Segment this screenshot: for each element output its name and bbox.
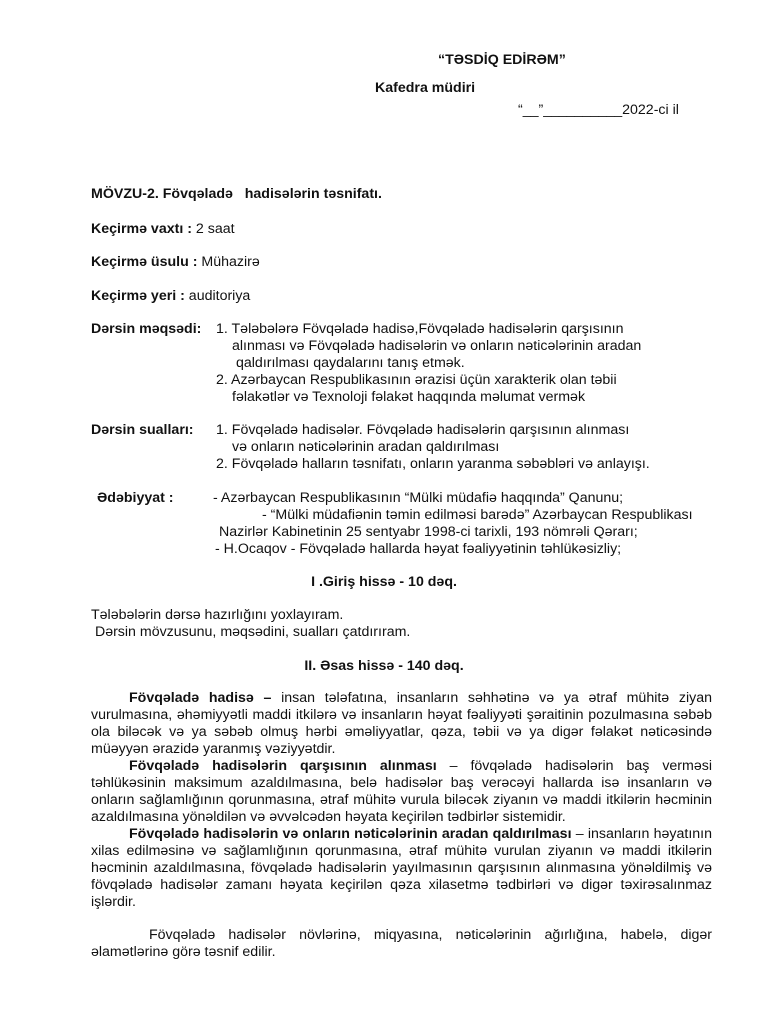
goal-label: Dərsin məqsədi: (91, 321, 202, 337)
question-line: 2. Fövqəladə halların təsnifatı, onların yaranma səbəbləri və anlayışı. (216, 456, 650, 472)
definition-text: insan tələfatına, insanların səhhətinə və ya ətraf mühitə ziyan vurulmasına, əhəmiyyətli maddi itkilərə və insanların həyat fəaliyyəti şəraitinin pozulmasına səbəb ola biləcək və ya səbəb olmuş hərbi əməliyyatlar, qəza, təbii və ya digər fəlakət nəticəsində müəyyən ərazidə yaranmış vəziyyətdir. (91, 690, 713, 757)
definition-paragraph (91, 690, 712, 758)
date-line: “__”__________2022-ci il (518, 102, 679, 118)
question-line: və onların nəticələrinin aradan qaldırılması (232, 439, 500, 455)
elimination-paragraph (91, 826, 712, 911)
place-label: Keçirmə yeri : (91, 288, 185, 304)
prevention-paragraph (91, 758, 712, 826)
goal-line: qaldırılması qaydalarını tanış etmək. (236, 355, 465, 371)
place-row (91, 288, 250, 305)
goal-line: fəlakətlər və Texnoloji fəlakət haqqında məlumat vermək (232, 389, 586, 405)
topic-label: MÖVZU-2. (91, 186, 159, 202)
literature-line: Nazirlər Kabinetinin 25 sentyabr 1998-ci tarixli, 193 nömrəli Qərarı; (219, 524, 638, 540)
topic-line (91, 186, 382, 203)
prevention-term: Fövqəladə hadisələrin qarşısının alınması (129, 758, 437, 774)
literature-label: Ədəbiyyat : (97, 490, 174, 506)
literature-line: - H.Ocaqov - Fövqəladə hallarda həyat fəaliyyətinin təhlükəsizliy; (215, 541, 622, 557)
goal-line: alınması və Fövqəladə hadisələrin və onların nəticələrinin aradan (232, 338, 642, 354)
literature-line: - Azərbaycan Respublikasının “Mülki müdafiə haqqında” Qanunu; (213, 490, 624, 506)
duration-row (91, 221, 235, 238)
duration-label: Keçirmə vaxtı : (91, 221, 192, 237)
department-head: Kafedra müdiri (375, 80, 476, 96)
question-line: 1. Fövqəladə hadisələr. Fövqəladə hadisələrin qarşısının alınması (216, 422, 630, 438)
goal-line: 1. Tələbələrə Fövqəladə hadisə,Fövqəladə hadisələrin qarşısının (216, 321, 624, 337)
goal-line: 2. Azərbaycan Respublikasının ərazisi üçün xarakterik olan təbii (216, 372, 617, 388)
elimination-term: Fövqəladə hadisələrin və onların nəticələrinin aradan qaldırılması (129, 826, 572, 842)
main-heading: II. Əsas hissə - 140 dəq. (304, 658, 464, 674)
intro-line: Dərsin mövzusunu, məqsədini, sualları çatdırıram. (91, 624, 411, 640)
duration-value: 2 saat (191, 221, 235, 237)
intro-heading: I .Giriş hissə - 10 dəq. (311, 574, 457, 590)
classification-paragraph: Fövqəladə hadisələr növlərinə, miqyasına, nəticələrinin ağırlığına, habelə, digər əlamətlərinə görə təsnif edilir. (91, 927, 712, 960)
topic-title: Fövqəladə hadisələrin təsnifatı. (162, 186, 382, 202)
method-row (91, 254, 260, 271)
questions-label: Dərsin sualları: (91, 422, 194, 438)
method-value: Mühazirə (197, 254, 260, 270)
prevention-text: – fövqəladə hadisələrin baş verməsi təhlükəsinin maksimum azaldılmasına, belə hadisələr baş verəcəyi hallarda isə insanların və onların sağlamlığının qorunmasına, ətraf mühitə vurula biləcək ziyanın və maddi itkilərin həcminin azaldılmasına yönəldilən və əvvəlcədən həyata keçirilən tədbirlər sistemidir. (91, 758, 712, 825)
approve-title: “TƏSDİQ EDİRƏM” (438, 52, 566, 68)
place-value: auditoriya (184, 288, 251, 304)
literature-line: - “Mülki müdafiənin təmin edilməsi barədə” Azərbaycan Respublikası (262, 507, 693, 523)
intro-line: Tələbələrin dərsə hazırlığını yoxlayıram. (91, 607, 344, 623)
elimination-text: – insanların həyatının xilas edilməsinə və sağlamlığının qorunmasına, ətraf mühitə vurulan ziyanın və maddi itkilərin həcminin azaldılmasına, fövqəladə hadisələrin yayılmasının qarşısının alınmasına yönəldilmiş və fövqəladə hadisələr zamanı həyata keçirilən qəza xilasetmə tədbirləri və digər təxirəsalınmaz işlərdir. (91, 826, 712, 910)
definition-term: Fövqəladə hadisə – (129, 690, 272, 706)
method-label: Keçirmə üsulu : (91, 254, 198, 270)
